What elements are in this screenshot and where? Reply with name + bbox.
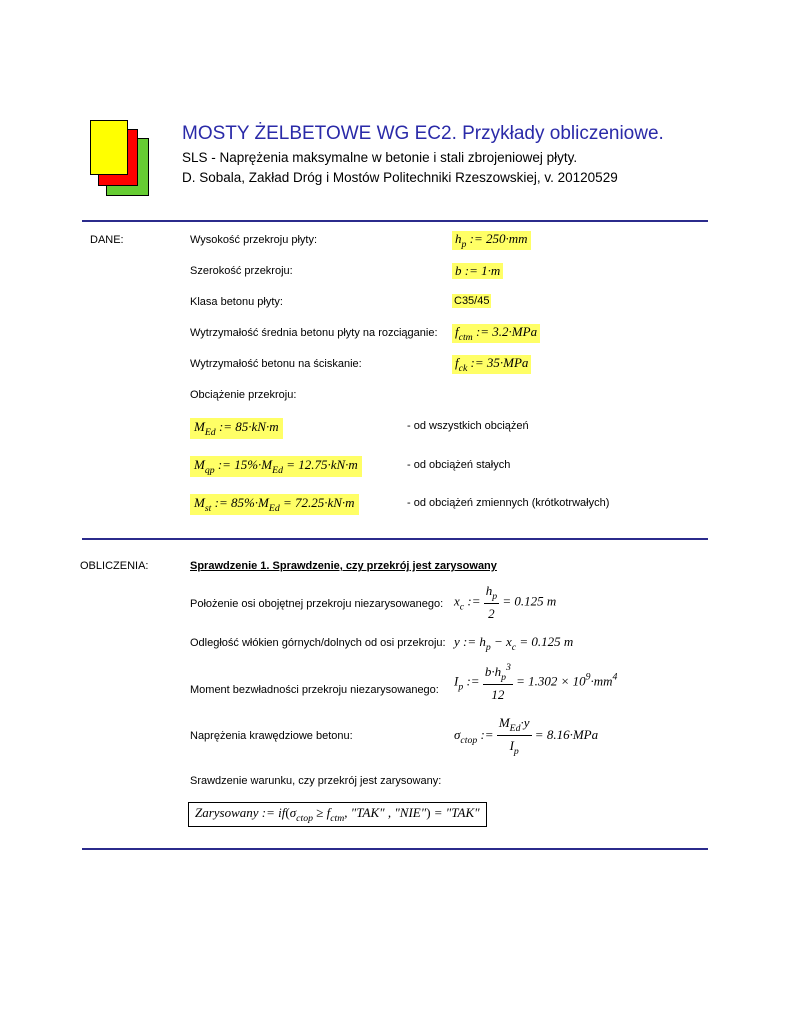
label-sigma: Naprężenia krawędziowe betonu: <box>190 730 353 742</box>
desc-mst: - od obciążeń zmiennych (krótkotrwałych) <box>407 497 610 509</box>
divider-middle <box>82 538 708 540</box>
label-ip: Moment bezwładności przekroju niezarysowanego: <box>190 684 439 696</box>
label-xc: Położenie osi obojętnej przekroju niezarysowanego: <box>190 598 444 610</box>
expr-b: b := 1·m <box>452 263 503 279</box>
value-klasa-betonu: C35/45 <box>454 295 490 307</box>
page-author: D. Sobala, Zakład Dróg i Mostów Politechniki Rzeszowskiej, v. 20120529 <box>182 170 618 185</box>
desc-mqp: - od obciążeń stałych <box>407 459 511 471</box>
expr-mqp: $M_{qp}$ := $15\%\cdot M_{Ed} = 12.75\cdot kN\cdot m$ <box>190 456 362 477</box>
expr-fck: $f_{ck}$ := 35·MPa <box>452 355 531 374</box>
divider-bottom <box>82 848 708 850</box>
page-title: MOSTY ŻELBETOWE WG EC2. Przykłady obliczeniowe. <box>182 123 664 144</box>
page-subtitle: SLS - Naprężenia maksymalne w betonie i stali zbrojeniowej płyty. <box>182 150 578 165</box>
label-warunek: Srawdzenie warunku, czy przekrój jest zarysowany: <box>190 775 442 787</box>
label-szerokosc: Szerokość przekroju: <box>190 265 293 277</box>
expr-ip: $I_p$ := $\frac{b\cdot h_p^3}{12}$ = $1.302 \times 10^9\cdot mm^4$ <box>454 662 618 702</box>
label-fck: Wytrzymałość betonu na ściskanie: <box>190 358 362 370</box>
expr-mst: $M_{st}$ := $85\%\cdot M_{Ed} = 72.25\cdot kN\cdot m$ <box>190 494 359 515</box>
expr-hp: $h_p$ := 250·mm <box>452 231 531 250</box>
desc-med: - od wszystkich obciążeń <box>407 420 529 432</box>
logo-square-yellow <box>90 120 128 175</box>
expr-zarysowany: Zarysowany := $if(\sigma_{ctop} \ge f_{ctm}$, "TAK" , "NIE") = "TAK" <box>188 802 487 827</box>
label-fctm: Wytrzymałość średnia betonu płyty na rozciąganie: <box>190 327 438 339</box>
expr-fctm: $f_{ctm}$ := 3.2·MPa <box>452 324 540 343</box>
expr-sigma: $\sigma_{ctop}$ := $\frac{M_{Ed}\cdot y}{I_p}$ = 8.16·MPa <box>454 715 599 757</box>
expr-xc: $x_c$ := $\frac{h_p}{2}$ = 0.125 m <box>454 583 557 621</box>
label-obciazenie: Obciążenie przekroju: <box>190 389 297 401</box>
expr-med: $M_{Ed}$ := 85·kN·m <box>190 418 283 439</box>
label-wysokosc: Wysokość przekroju płyty: <box>190 234 318 246</box>
section-label-dane: DANE: <box>90 234 124 246</box>
section-label-obliczenia: OBLICZENIA: <box>80 560 149 572</box>
heading-sprawdzenie-1: Sprawdzenie 1. Sprawdzenie, czy przekrój jest zarysowany <box>190 560 497 572</box>
label-klasa-betonu: Klasa betonu płyty: <box>190 296 283 308</box>
label-y: Odległość włókien górnych/dolnych od osi przekroju: <box>190 637 446 649</box>
divider-top <box>82 220 708 222</box>
expr-y: y := $h_p - x_c = 0.125$ m <box>454 634 574 653</box>
